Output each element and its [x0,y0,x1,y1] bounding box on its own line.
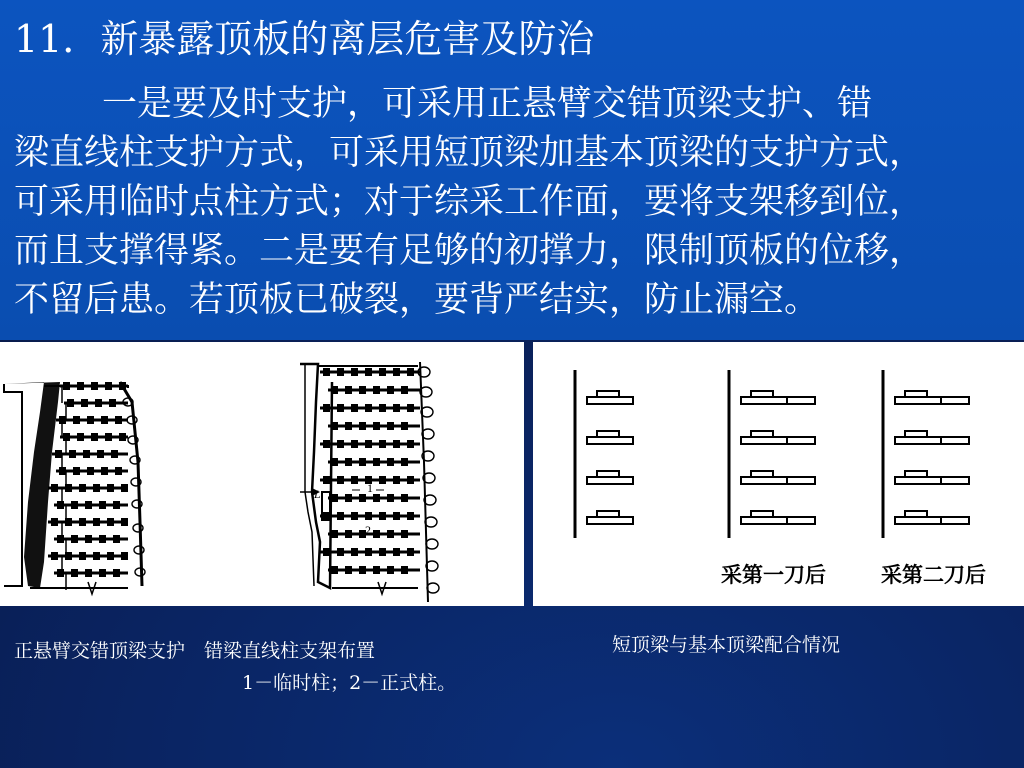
beam-joint [331,458,338,466]
basic-beam [941,437,969,444]
beam-joint [99,501,106,509]
beam-joint [65,552,72,560]
short-beam [741,517,787,524]
beam-joint [331,386,338,394]
beam-joint [95,399,102,407]
beam-joint [99,569,106,577]
beam-cap [905,471,927,477]
paragraph-line-1: 一是要及时支护，可采用正悬臂交错顶梁支护、错 [102,84,873,124]
beam-joint [379,476,386,484]
beam-joint [93,518,100,526]
beam-joint [57,535,64,543]
beam-joint [85,535,92,543]
label-1: 1 [367,481,373,495]
beam-joint [359,566,366,574]
beam-joint [345,566,352,574]
left-figure-caption-line1: 正悬臂交错顶梁支护 错梁直线柱支架布置 [14,640,376,662]
beam-joint [365,404,372,412]
short-beam [741,397,787,404]
beam-joint [337,548,344,556]
short-beam [587,477,633,484]
slide-title: 11．新暴露顶板的离层危害及防治 [14,17,595,61]
beam-joint [77,433,84,441]
beam-joint [407,404,414,412]
beam-joint [115,467,122,475]
basic-beam [941,397,969,404]
beam-joint [121,518,128,526]
beam-joint [73,467,80,475]
beam-joint [81,399,88,407]
beam-joint [93,552,100,560]
beams-left-diagram [48,382,128,590]
basic-beam [787,437,815,444]
basic-beam [787,477,815,484]
beam-joint [323,368,330,376]
beam-joint [57,501,64,509]
beams-right-diagram [320,368,420,574]
beam-joint [51,484,58,492]
left-figure-caption-line2: 1－临时柱；2－正式柱。 [242,672,457,694]
beam-joint [105,382,112,390]
beam-cap [905,391,927,397]
beam-joint [79,552,86,560]
beam-joint [63,382,70,390]
beam-cap [905,511,927,517]
beam-joint [387,530,394,538]
beam-joint [77,382,84,390]
beam-joint [111,450,118,458]
beam-joint [119,433,126,441]
beam-cap [751,511,773,517]
beam-joint [323,512,330,520]
beam-joint [393,368,400,376]
label-after-first-cut: 采第一刀后 [721,563,826,587]
beam-joint [401,422,408,430]
beam-joint [337,368,344,376]
beam-joint [87,467,94,475]
beam-joint [101,416,108,424]
beam-joint [379,440,386,448]
beam-joint [73,416,80,424]
beam-joint [345,422,352,430]
beam-joint [323,404,330,412]
beam-joint [387,386,394,394]
beam-joint [97,450,104,458]
basic-beam [787,397,815,404]
beam-joint [351,368,358,376]
beam-joint [55,450,62,458]
beam-joint [107,484,114,492]
beam-joint [71,535,78,543]
beam-joint [109,399,116,407]
beam-joint [373,530,380,538]
beam-joint [99,535,106,543]
paragraph-line-5: 不留后患。若顶板已破裂，要背严结实，防止漏空。 [14,280,820,320]
beam-joint [121,484,128,492]
beam-joint [91,433,98,441]
beam-joint [351,404,358,412]
short-beam [895,437,941,444]
beam-joint [105,433,112,441]
beam-joint [393,440,400,448]
beam-joint [407,476,414,484]
short-beam [895,397,941,404]
beam-joint [345,530,352,538]
beam-joint [67,399,74,407]
beam-combination-diagram [533,342,1024,606]
beam-cap [751,391,773,397]
beam-joint [365,548,372,556]
beam-joint [393,512,400,520]
beam-joint [69,450,76,458]
beam-joint [331,530,338,538]
beam-joint [401,530,408,538]
beam-joint [71,569,78,577]
beam-joint [59,467,66,475]
short-beam [587,437,633,444]
beam-joint [115,416,122,424]
beam-joint [51,518,58,526]
beam-joint [121,552,128,560]
beam-joint [331,566,338,574]
beam-joint [401,458,408,466]
beam-joint [71,501,78,509]
beam-joint [365,512,372,520]
beam-cap [597,391,619,397]
beam-joint [401,494,408,502]
short-beam [741,437,787,444]
beam-joint [373,458,380,466]
beam-joint [373,386,380,394]
beam-joint [393,548,400,556]
beam-joint [401,386,408,394]
beam-joint [85,501,92,509]
beam-joint [323,548,330,556]
beam-joint [351,548,358,556]
figure-right-panel [533,342,1024,606]
beam-joint [387,458,394,466]
beam-joint [407,512,414,520]
beam-joint [107,552,114,560]
beam-joint [379,404,386,412]
beam-joint [337,476,344,484]
beam-joint [87,416,94,424]
beam-joint [401,566,408,574]
short-beam [895,517,941,524]
beam-joint [359,494,366,502]
beam-joint [113,569,120,577]
beam-joint [101,467,108,475]
paragraph-line-3: 可采用临时点柱方式；对于综采工作面，要将支架移到位， [14,182,925,222]
beam-joint [407,440,414,448]
beam-joint [65,518,72,526]
beam-joint [83,450,90,458]
beam-joint [93,484,100,492]
basic-beam [941,477,969,484]
beam-joint [345,458,352,466]
beam-joint [393,476,400,484]
label-L: L [314,487,321,501]
label-2: 2 [365,523,371,537]
beam-joint [113,501,120,509]
beam-joint [113,535,120,543]
figure-left-panel [0,342,524,606]
beam-joint [337,512,344,520]
beam-joint [373,494,380,502]
beam-joint [85,569,92,577]
short-beams-group [575,370,969,538]
beam-joint [119,382,126,390]
beam-joint [379,368,386,376]
beam-joint [345,494,352,502]
beam-cap [597,471,619,477]
short-beam [587,397,633,404]
beam-joint [379,548,386,556]
beam-cap [751,471,773,477]
beam-joint [65,484,72,492]
short-beam [895,477,941,484]
beam-joint [345,386,352,394]
beam-joint [387,494,394,502]
beam-joint [379,512,386,520]
beam-joint [393,404,400,412]
beam-joint [387,422,394,430]
paragraph-line-2: 梁直线柱支护方式，可采用短顶梁加基本顶梁的支护方式， [14,133,925,173]
short-beam [587,517,633,524]
beam-joint [57,569,64,577]
beam-joint [359,458,366,466]
beam-joint [407,368,414,376]
label-after-second-cut: 采第二刀后 [881,563,986,587]
slide-paragraph [14,80,1024,325]
beam-joint [107,518,114,526]
support-layout-diagram [0,342,524,606]
beam-joint [79,484,86,492]
beam-joint [387,566,394,574]
paragraph-line-4: 而且支撑得紧。二是要有足够的初撑力，限制顶板的位移， [14,231,925,271]
beam-joint [373,422,380,430]
beam-joint [351,512,358,520]
beam-joint [359,422,366,430]
beam-joint [337,404,344,412]
beam-joint [407,548,414,556]
beam-joint [323,440,330,448]
beam-joint [365,440,372,448]
beam-joint [351,476,358,484]
basic-beam [941,517,969,524]
beam-joint [323,476,330,484]
beam-cap [905,431,927,437]
beam-joint [91,382,98,390]
right-figure-caption: 短顶梁与基本顶梁配合情况 [612,634,841,656]
beam-cap [597,511,619,517]
beam-joint [365,368,372,376]
beam-joint [331,494,338,502]
beam-joint [79,518,86,526]
beam-joint [51,552,58,560]
beam-joint [337,440,344,448]
beam-joint [351,440,358,448]
basic-beam [787,517,815,524]
beam-joint [331,422,338,430]
beam-joint [373,566,380,574]
beam-joint [359,386,366,394]
beam-cap [597,431,619,437]
beam-cap [751,431,773,437]
short-beam [741,477,787,484]
